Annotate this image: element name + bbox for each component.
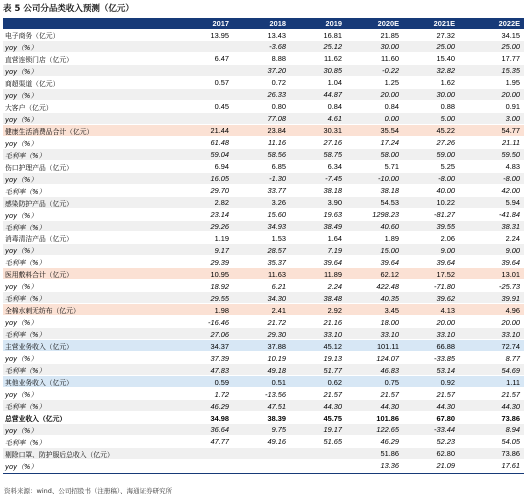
- table-cell: 15.40: [436, 54, 455, 64]
- table-cell: 8.88: [271, 54, 286, 64]
- table-row: [3, 280, 524, 292]
- table-cell: 33.10: [436, 329, 455, 339]
- table-cell: 4.96: [505, 305, 520, 315]
- table-cell: 19.13: [323, 353, 342, 363]
- table-cell: 1298.23: [372, 210, 399, 220]
- table-row: [3, 173, 524, 185]
- table-cell: 25.12: [323, 42, 342, 52]
- table-row: [3, 149, 524, 161]
- table-cell: 1.98: [214, 305, 229, 315]
- row-label: 毛利率（%）: [5, 438, 46, 447]
- table-cell: 54.05: [501, 437, 520, 447]
- table-cell: 33.10: [323, 329, 342, 339]
- table-row: [3, 221, 524, 233]
- table-cell: 25.00: [501, 42, 520, 52]
- table-cell: 5.25: [440, 162, 455, 172]
- table-cell: 51.86: [380, 449, 399, 459]
- table-cell: 11.62: [324, 54, 342, 64]
- row-label: 毛利率（%）: [5, 187, 46, 196]
- table-row: [3, 137, 524, 149]
- table-cell: -10.00: [378, 174, 399, 184]
- table-cell: 58.00: [380, 150, 399, 160]
- table-cell: 29.55: [210, 293, 229, 303]
- table-cell: 38.39: [267, 413, 286, 423]
- table-cell: 45.22: [436, 126, 455, 136]
- table-cell: 34.30: [267, 293, 286, 303]
- row-label: 毛利率（%）: [5, 331, 46, 340]
- table-cell: 45.75: [323, 413, 342, 423]
- table-cell: 2.41: [271, 305, 286, 315]
- table-cell: 37.39: [210, 353, 229, 363]
- table-cell: 4.13: [440, 305, 455, 315]
- table-cell: 16.05: [210, 174, 229, 184]
- table-cell: 11.60: [381, 54, 399, 64]
- table-cell: 11.89: [324, 269, 342, 279]
- table-cell: 47.51: [267, 401, 286, 411]
- table-cell: 59.50: [501, 150, 520, 160]
- table-cell: 39.62: [436, 293, 455, 303]
- table-cell: 73.86: [501, 449, 520, 459]
- row-label: yoy（%）: [5, 211, 38, 220]
- table-row: [3, 352, 524, 364]
- table-row: [3, 89, 524, 101]
- table-row: [3, 340, 524, 352]
- table-row: [3, 292, 524, 304]
- table-cell: 101.11: [376, 341, 399, 351]
- row-label: 总营业收入（亿元）: [5, 415, 67, 423]
- table-cell: -8.00: [438, 174, 455, 184]
- table-cell: -33.85: [434, 353, 455, 363]
- table-cell: 16.81: [323, 30, 342, 40]
- table-cell: 52.23: [436, 437, 455, 447]
- table-cell: 34.15: [501, 30, 520, 40]
- table-row: [3, 364, 524, 376]
- table-row: [3, 197, 524, 209]
- table-row: [3, 113, 524, 125]
- table-cell: 45.12: [323, 341, 342, 351]
- table-row: [3, 53, 524, 65]
- table-cell: 20.00: [501, 90, 520, 100]
- table-cell: 49.18: [267, 365, 286, 375]
- table-cell: 6.85: [271, 162, 286, 172]
- row-label: 毛利率（%）: [5, 259, 46, 268]
- table-row: [3, 436, 524, 448]
- table-cell: 0.92: [440, 377, 455, 387]
- table-cell: 77.08: [267, 114, 286, 124]
- table-cell: -7.45: [325, 174, 342, 184]
- row-label: yoy（%）: [5, 355, 38, 364]
- table-row: [3, 460, 524, 472]
- table-row: [3, 448, 524, 460]
- table-cell: 15.00: [380, 245, 399, 255]
- row-label: 全棉水刺无纺布（亿元）: [5, 307, 80, 316]
- table-row: [3, 161, 524, 173]
- table-cell: 44.30: [501, 401, 520, 411]
- table-cell: 19.17: [323, 425, 342, 435]
- table-row: [3, 125, 524, 137]
- column-header: 2022E: [498, 19, 520, 28]
- table-cell: 40.35: [380, 293, 399, 303]
- table-cell: 28.57: [267, 245, 286, 255]
- column-header: 2019: [325, 19, 342, 28]
- table-cell: 4.83: [505, 162, 520, 172]
- table-cell: 9.00: [440, 245, 455, 255]
- table-row: [3, 41, 524, 53]
- table-cell: 2.24: [327, 281, 342, 291]
- row-label: 大客户（亿元）: [5, 103, 53, 112]
- table-cell: 62.12: [380, 269, 399, 279]
- table-row: [3, 101, 524, 113]
- table-cell: 1.53: [271, 233, 286, 243]
- table-cell: 49.16: [267, 437, 286, 447]
- table-cell: 21.16: [323, 317, 342, 327]
- table-cell: 6.34: [327, 162, 342, 172]
- table-cell: 61.48: [210, 138, 229, 148]
- table-cell: 5.71: [384, 162, 399, 172]
- table-cell: 29.70: [210, 186, 229, 196]
- row-label: yoy（%）: [5, 91, 38, 100]
- table-cell: 51.65: [323, 437, 342, 447]
- table-cell: -3.68: [269, 42, 286, 52]
- table-cell: 10.22: [436, 198, 455, 208]
- table-cell: 35.54: [380, 126, 399, 136]
- table-cell: 6.94: [214, 162, 229, 172]
- table-cell: 29.26: [210, 222, 229, 231]
- table-cell: 1.89: [384, 233, 399, 243]
- row-label: 主营业务收入（亿元）: [5, 343, 73, 352]
- table-cell: 44.30: [380, 401, 399, 411]
- table-row: [3, 376, 524, 388]
- row-label: 电子商务（亿元）: [5, 32, 60, 40]
- row-label: yoy（%）: [5, 426, 38, 435]
- table-cell: 1.04: [327, 78, 342, 88]
- table-cell: 2.24: [505, 233, 520, 243]
- table-cell: 0.88: [440, 102, 455, 112]
- table-cell: 62.80: [436, 449, 455, 459]
- table-row: [3, 209, 524, 221]
- row-label: yoy（%）: [5, 139, 38, 148]
- table-cell: 72.74: [501, 341, 520, 351]
- table-cell: 37.88: [267, 341, 286, 351]
- table-cell: 8.94: [505, 425, 520, 435]
- table-cell: 1.25: [384, 78, 399, 88]
- table-cell: 58.75: [323, 150, 342, 160]
- row-label: 医用敷料合计（亿元）: [5, 271, 73, 280]
- table-cell: 32.82: [436, 66, 455, 76]
- table-cell: 20.00: [380, 90, 399, 100]
- source-note: 资料来源：wind、公司招股书（注册稿）、海通证券研究所: [4, 487, 173, 495]
- table-cell: 1.62: [440, 78, 455, 88]
- table-cell: 30.00: [436, 90, 455, 100]
- table-cell: -16.46: [208, 317, 229, 327]
- table-cell: 34.37: [210, 341, 229, 351]
- row-label: 其他业务收入（亿元）: [5, 379, 73, 388]
- table-cell: 25.00: [436, 42, 455, 52]
- table-cell: 27.26: [436, 138, 455, 148]
- table-cell: 38.31: [501, 222, 520, 231]
- table-cell: 18.00: [380, 317, 399, 327]
- table-cell: 29.39: [210, 257, 229, 267]
- table-cell: 29.30: [267, 329, 286, 339]
- table-cell: 73.86: [501, 413, 520, 423]
- table-cell: 46.83: [380, 365, 399, 375]
- table-cell: 38.18: [323, 186, 342, 196]
- table-cell: 23.84: [267, 126, 286, 136]
- table-bottom-rule: [3, 473, 524, 474]
- table-cell: 38.18: [380, 186, 399, 196]
- table-cell: 17.77: [501, 54, 520, 64]
- table-cell: 3.26: [271, 198, 286, 208]
- table-cell: 35.37: [267, 257, 286, 267]
- table-cell: 2.92: [327, 305, 342, 315]
- table-cell: 5.00: [440, 114, 455, 124]
- table-cell: 34.98: [210, 413, 229, 423]
- table-cell: -41.84: [499, 210, 520, 220]
- table-cell: 33.77: [267, 186, 286, 196]
- table-cell: -13.56: [265, 389, 286, 399]
- table-cell: 39.64: [501, 257, 520, 267]
- table-cell: 47.77: [210, 437, 229, 447]
- table-cell: 17.61: [501, 461, 520, 471]
- table-cell: 3.00: [505, 114, 520, 124]
- row-label: 消毒清洁产品（亿元）: [5, 235, 73, 244]
- table-cell: 38.49: [323, 222, 342, 231]
- table-cell: 0.45: [214, 102, 229, 112]
- row-label: yoy（%）: [5, 175, 38, 184]
- table-row: [3, 328, 524, 340]
- row-label: 直营连锁门店（亿元）: [5, 55, 73, 64]
- table-cell: 10.19: [267, 353, 286, 363]
- table-cell: 6.47: [214, 54, 229, 64]
- table-cell: 1.72: [214, 389, 229, 399]
- table-row: [3, 424, 524, 436]
- table-row: [3, 400, 524, 412]
- table-cell: 122.65: [376, 425, 399, 435]
- column-header: 2021E: [433, 19, 455, 28]
- table-row: [3, 185, 524, 197]
- table-title: 表 5 公司分品类收入预测（亿元）: [3, 4, 134, 14]
- table-cell: 3.45: [384, 305, 399, 315]
- table-row: [3, 304, 524, 316]
- table-cell: 39.91: [501, 293, 520, 303]
- table-row: [3, 316, 524, 328]
- table-row: [3, 256, 524, 268]
- table-cell: 13.01: [501, 269, 520, 279]
- row-label: yoy（%）: [5, 283, 38, 292]
- table-cell: -8.00: [503, 174, 520, 184]
- row-label: yoy（%）: [5, 247, 38, 256]
- table-row: [3, 244, 524, 256]
- table-cell: 39.64: [436, 257, 455, 267]
- table-cell: -71.80: [434, 281, 455, 291]
- table-cell: 13.95: [210, 30, 229, 40]
- table-cell: 36.64: [210, 425, 229, 435]
- table-cell: 0.00: [384, 114, 399, 124]
- row-label: 毛利率（%）: [5, 367, 46, 376]
- table-cell: 40.00: [436, 186, 455, 196]
- table-cell: 3.90: [327, 198, 342, 208]
- table-cell: 0.62: [327, 377, 342, 387]
- table-cell: 17.24: [380, 138, 399, 148]
- table-row: [3, 232, 524, 244]
- row-label: 商超渠道（亿元）: [5, 79, 60, 88]
- table-cell: 30.85: [323, 66, 342, 76]
- table-cell: 15.35: [501, 66, 520, 76]
- row-label: 伤口护理产品（亿元）: [5, 163, 73, 172]
- table-cell: 27.06: [210, 329, 229, 339]
- table-cell: 0.80: [271, 102, 286, 112]
- table-cell: 15.60: [267, 210, 286, 220]
- table-cell: 9.17: [214, 245, 229, 255]
- table-cell: 38.48: [323, 293, 342, 303]
- row-label: yoy（%）: [5, 115, 38, 124]
- table-cell: 21.57: [501, 389, 520, 399]
- table-cell: 11.16: [268, 138, 286, 148]
- row-label: yoy（%）: [5, 391, 38, 400]
- table-cell: 13.43: [267, 30, 286, 40]
- table-cell: 124.07: [376, 353, 399, 363]
- table-cell: 21.57: [380, 389, 399, 399]
- table-row: [3, 65, 524, 77]
- table-cell: 0.91: [505, 102, 520, 112]
- table-cell: 422.48: [376, 281, 399, 291]
- table-cell: 21.44: [210, 126, 229, 136]
- table-cell: 7.19: [327, 245, 342, 255]
- table-cell: 21.57: [436, 389, 455, 399]
- row-label: 毛利率（%）: [5, 151, 46, 160]
- table-cell: -33.44: [434, 425, 455, 435]
- table-cell: 54.53: [380, 198, 399, 208]
- table-cell: 0.84: [384, 102, 399, 112]
- table-cell: 58.56: [267, 150, 286, 160]
- table-cell: 9.75: [271, 425, 286, 435]
- table-cell: 42.00: [501, 186, 520, 196]
- table-cell: 101.86: [376, 413, 399, 423]
- table-row: [3, 412, 524, 424]
- table-cell: 5.94: [505, 198, 520, 208]
- table-row: [3, 268, 524, 280]
- table-cell: 0.51: [271, 377, 286, 387]
- table-cell: -0.22: [382, 66, 399, 76]
- table-cell: 23.14: [210, 210, 229, 220]
- table-cell: 47.83: [210, 365, 229, 375]
- table-cell: 54.69: [501, 365, 520, 375]
- table-cell: 44.87: [323, 90, 342, 100]
- table-cell: 40.60: [380, 222, 399, 231]
- table-cell: 21.57: [323, 389, 342, 399]
- table-cell: 0.59: [214, 377, 229, 387]
- table-cell: 11.63: [268, 269, 286, 279]
- table-cell: 39.55: [436, 222, 455, 231]
- table-cell: 10.95: [210, 269, 229, 279]
- table-cell: 37.20: [267, 66, 286, 76]
- table-cell: 21.72: [267, 317, 286, 327]
- table-cell: 13.36: [380, 461, 399, 471]
- table-cell: 53.14: [436, 365, 455, 375]
- row-label: yoy（%）: [5, 462, 38, 471]
- table-cell: 1.11: [506, 377, 520, 387]
- table-cell: 2.82: [214, 198, 229, 208]
- table-cell: 46.29: [210, 401, 229, 411]
- table-cell: 21.09: [436, 461, 455, 471]
- table-cell: 0.75: [384, 377, 399, 387]
- table-cell: 67.80: [436, 413, 455, 423]
- column-header: 2020E: [377, 19, 399, 28]
- row-label: 毛利率（%）: [5, 223, 46, 232]
- table-cell: 1.19: [214, 233, 229, 243]
- table-cell: 18.92: [210, 281, 229, 291]
- table-cell: 44.30: [436, 401, 455, 411]
- table-cell: 20.00: [436, 317, 455, 327]
- table-cell: 27.16: [323, 138, 342, 148]
- row-label: yoy（%）: [5, 43, 38, 52]
- table-cell: 17.52: [436, 269, 455, 279]
- column-header: 2018: [269, 19, 286, 28]
- table-cell: 0.84: [327, 102, 342, 112]
- table-cell: 0.57: [214, 78, 229, 88]
- table-cell: 66.88: [436, 341, 455, 351]
- table-cell: 1.64: [327, 233, 342, 243]
- table-row: [3, 29, 524, 41]
- revenue-forecast-table: [3, 18, 524, 472]
- table-cell: 9.00: [505, 245, 520, 255]
- table-cell: 46.29: [380, 437, 399, 447]
- row-label: 健康生活消费品合计（亿元）: [5, 127, 94, 136]
- table-cell: 30.00: [380, 42, 399, 52]
- table-cell: 19.63: [323, 210, 342, 220]
- table-cell: -1.30: [269, 174, 286, 184]
- row-label: 感染防护产品（亿元）: [5, 199, 73, 208]
- table-cell: -81.27: [434, 210, 455, 220]
- table-row: [3, 388, 524, 400]
- table-cell: 33.10: [380, 329, 399, 339]
- row-label: yoy（%）: [5, 67, 38, 76]
- table-cell: 54.77: [501, 126, 520, 136]
- table-cell: 30.31: [323, 126, 342, 136]
- column-header: 2017: [212, 19, 229, 28]
- table-cell: 1.95: [505, 78, 520, 88]
- row-label: yoy（%）: [5, 319, 38, 328]
- table-cell: 20.00: [501, 317, 520, 327]
- table-cell: 59.00: [436, 150, 455, 160]
- table-cell: 8.77: [505, 353, 520, 363]
- table-cell: 39.64: [380, 257, 399, 267]
- table-cell: 34.93: [267, 222, 286, 231]
- table-cell: 27.32: [436, 30, 455, 40]
- table-cell: 4.61: [327, 114, 342, 124]
- table-header-row: [3, 18, 524, 29]
- table-cell: 2.06: [440, 233, 455, 243]
- table-cell: 21.11: [502, 138, 520, 148]
- table-cell: 6.21: [271, 281, 286, 291]
- row-label: 毛利率（%）: [5, 403, 46, 412]
- row-label: 毛利率（%）: [5, 295, 46, 304]
- table-cell: 21.85: [380, 30, 399, 40]
- table-cell: -25.73: [499, 281, 520, 291]
- table-cell: 0.72: [271, 78, 286, 88]
- table-cell: 51.77: [323, 365, 342, 375]
- row-label: 剔除口罩、防护服后总收入（亿元）: [5, 450, 114, 459]
- table-cell: 39.64: [323, 257, 342, 267]
- table-cell: 33.10: [501, 329, 520, 339]
- table-cell: 59.04: [210, 150, 229, 160]
- table-cell: 44.30: [323, 401, 342, 411]
- table-cell: 26.33: [267, 90, 286, 100]
- table-row: [3, 77, 524, 89]
